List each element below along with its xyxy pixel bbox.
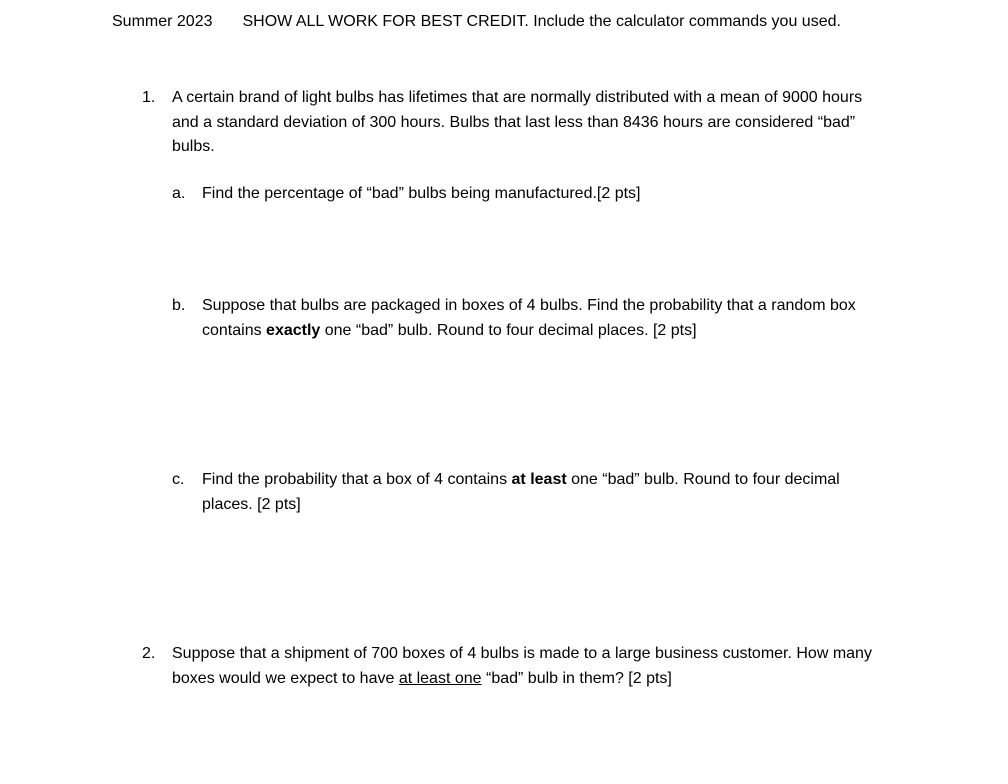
- question-2-underlined: at least one: [398, 669, 482, 687]
- question-2-text-before: Suppose that a shipment of 700 boxes of 4 bulbs is made to a large business customer. How many boxes would we expect to have: [172, 645, 872, 687]
- question-2-text-after: “bad” bulb in them? [2 pts]: [481, 669, 672, 687]
- question-1b-label: b.: [172, 297, 186, 314]
- question-1a-label: a.: [172, 185, 186, 202]
- question-2-number: 2.: [142, 645, 156, 662]
- question-1-text: A certain brand of light bulbs has lifetimes that are normally distributed with a mean of 9000 hours and a standard deviation of 300 hours. Bulbs that last less than 8436 hours are considered “bad” bulbs.: [172, 89, 863, 155]
- page-header: [112, 12, 841, 32]
- question-1c-emphasis: at least: [511, 471, 567, 488]
- term-label: Summer 2023: [112, 13, 213, 30]
- question-1c-label: c.: [172, 471, 185, 488]
- instructions-text: SHOW ALL WORK FOR BEST CREDIT. Include the calculator commands you used.: [242, 13, 841, 30]
- question-1c-text: [202, 468, 892, 517]
- question-1a-text: Find the percentage of “bad” bulbs being manufactured.[2 pts]: [202, 185, 641, 202]
- question-1b-emphasis: exactly: [266, 321, 321, 339]
- question-1b-text-before: Suppose that bulbs are packaged in boxes of 4 bulbs. Find the probability that a random box contains: [202, 297, 856, 339]
- question-1c-text-after: one “bad” bulb. Round to four decimal places. [2 pts]: [202, 471, 840, 513]
- question-1b-text: [202, 294, 892, 343]
- question-2-text: [172, 642, 872, 691]
- question-1-number: 1.: [142, 89, 156, 106]
- question-1b-text-after: one “bad” bulb. Round to four decimal places. [2 pts]: [320, 321, 697, 339]
- question-1c-text-before: Find the probability that a box of 4 contains: [202, 471, 512, 488]
